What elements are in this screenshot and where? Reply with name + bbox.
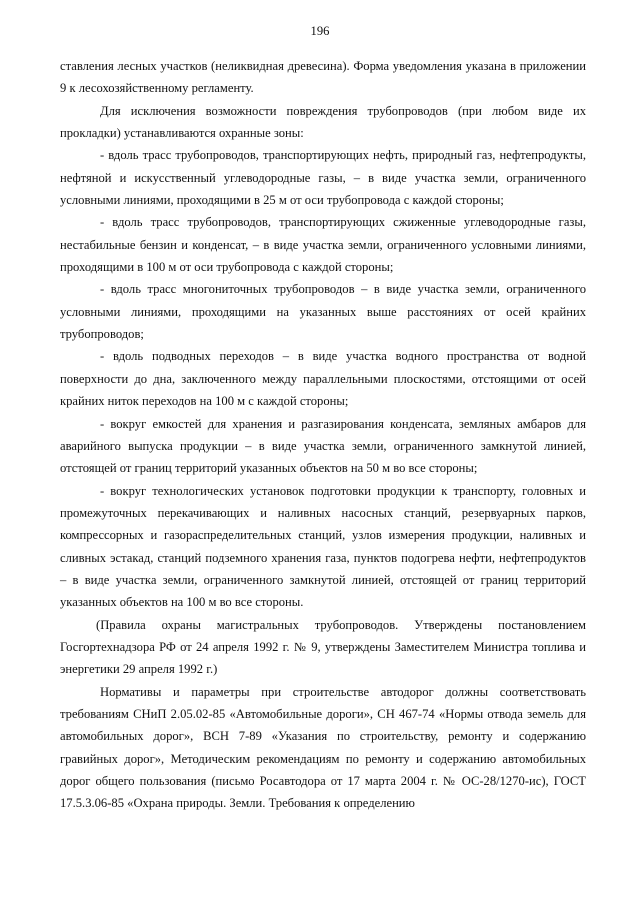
paragraph-rules-reference: (Правила охраны магистральных трубопроводов. Утверждены постановлением Госгортехнадзора РФ от 24 апреля 1992 г. № 9, утверждены Заместителем Министра топлива и энергетики 29 апреля 1992 г.): [60, 617, 586, 677]
list-item-liquefied-gas-pipelines: - вдоль трасс трубопроводов, транспортирующих сжиженные углеводородные газы, нестабильные бензин и конденсат, – в виде участка земли, ограниченного условными линиями, проходящими в 100 м от оси трубопровода с каждой стороны;: [60, 215, 586, 275]
list-item-underwater-crossings: - вдоль подводных переходов – в виде участка водного пространства от водной поверхности до дна, заключенного между параллельными плоскостями, отстоящими от осей крайних ниток переходов на 100 м с каждой стороны;: [60, 349, 586, 409]
page-number: 196: [310, 24, 330, 38]
list-item-oil-gas-pipelines: - вдоль трасс трубопроводов, транспортирующих нефть, природный газ, нефтепродукты, нефтяной и искусственный углеводородные газы, – в виде участка земли, ограниченного условными линиями, проходящими в 25 м от оси трубопровода с каждой стороны;: [60, 148, 586, 208]
list-item-technological-installations: - вокруг технологических установок подготовки продукции к транспорту, головных и промежуточных перекачивающих и наливных насосных станций, резервуарных парков, компрессорных и газораспределительных станций, узлов измерения продукции, наливных и сливных эстакад, станций подземного хранения газа, пунктов подогрева нефти, нефтепродуктов – в виде участка земли, ограниченного замкнутой линией, отстоящей от границ территорий указанных объектов на 100 м во все стороны.: [60, 483, 586, 610]
paragraph-road-standards: Нормативы и параметры при строительстве автодорог должны соответствовать требованиям СНиП 2.05.02-85 «Автомобильные дороги», СН 467-74 «Нормы отвода земель для автомобильных дорог», ВСН 7-89 «Указания по строительству, ремонту и содержанию гравийных дорог», Методическим рекомендациям по ремонту и содержанию автомобильных дорог общего пользования (письмо Росавтодора от 17 марта 2004 г. № ОС-28/1270-ис), ГОСТ 17.5.3.06-85 «Охрана природы. Земли. Требования к определению: [60, 684, 586, 811]
paragraph-continuation: ставления лесных участков (неликвидная древесина). Форма уведомления указана в приложении 9 к лесохозяйственному регламенту.: [60, 59, 586, 96]
list-item-condensate-tanks: - вокруг емкостей для хранения и разгазирования конденсата, земляных амбаров для аварийного выпуска продукции – в виде участка земли, ограниченного замкнутой линией, отстоящей от границ территорий указанных объектов на 50 м во все стороны;: [60, 416, 586, 476]
body-text: [60, 55, 586, 815]
paragraph-protection-zones-intro: Для исключения возможности повреждения трубопроводов (при любом виде их прокладки) устанавливаются охранные зоны:: [60, 103, 586, 141]
list-item-multistrand-pipelines: - вдоль трасс многониточных трубопроводов – в виде участка земли, ограниченного условными линиями, проходящими на указанных выше расстояниях от осей крайних трубопроводов;: [60, 282, 586, 342]
